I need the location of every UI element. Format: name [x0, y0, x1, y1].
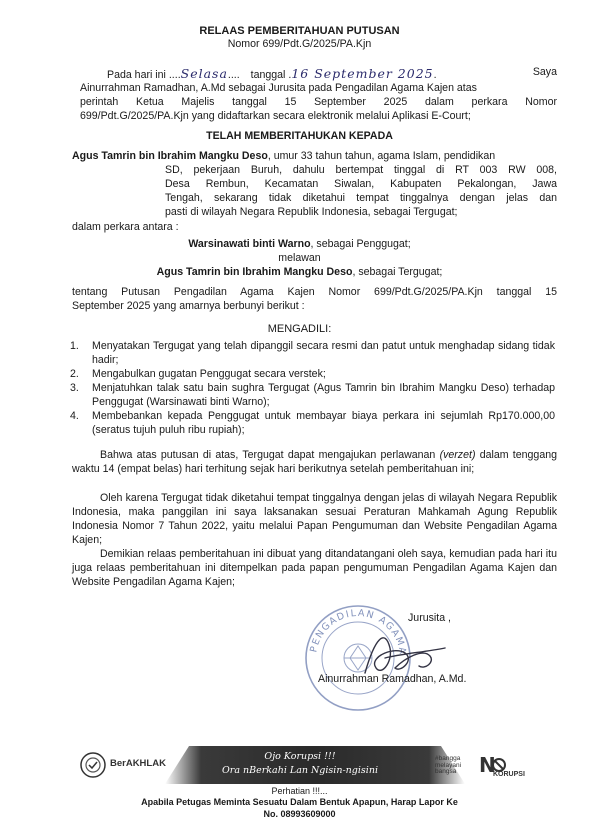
verzet-italic: (verzet)	[439, 449, 476, 461]
plaintiff-line	[0, 238, 599, 252]
berakhlak-label: BerAKHLAK	[110, 758, 166, 769]
verdict-item	[70, 340, 555, 368]
verzet-text-a: Bahwa atas putusan di atas, Tergugat dapat mengajukan perlawanan	[100, 449, 440, 461]
opening-line-2: Ainurrahman Ramadhan, A.Md sebagai Jurusita pada Pengadilan Agama Kajen atas	[80, 82, 477, 94]
verdict-item	[70, 381, 555, 410]
opening-text-c: Saya	[532, 66, 557, 78]
verdict-list	[70, 340, 555, 438]
party-line-1-rest: , umur 33 tahun tahun, agama Islam, pendidikan	[267, 150, 496, 162]
report-instruction: Apabila Petugas Meminta Sesuatu Dalam Bentuk Apapun, Harap Lapor Ke	[141, 797, 458, 807]
defendant-name: Agus Tamrin bin Ibrahim Mangku Deso	[156, 266, 353, 278]
plaintiff-name: Warsinawati binti Warno	[188, 238, 311, 250]
verzet-text-b: dalam tenggang waktu 14 (empat belas) hari terhitung sejak hari berikutnya setelah pemberitahuan ini;	[72, 449, 557, 475]
signatory-name: Ainurrahman Ramadhan, A.Md.	[318, 673, 467, 685]
opening-text-a: Pada hari ini	[107, 69, 166, 81]
signature-role: Jurusita ,	[408, 612, 451, 624]
versus-line: melawan	[278, 252, 321, 264]
party-line-1	[72, 150, 557, 164]
party-line-3: Desa Rembun, Kecamatan Siwalan, Kabupaten Pekalongan, Jawa	[165, 178, 557, 190]
verdict-item-text: Menyatakan Tergugat yang telah dipanggil secara resmi dan patut untuk menghadap sidang tidak hadir;	[92, 340, 555, 366]
paragraph-closing: Demikian relaas pemberitahuan ini dibuat yang ditandatangani oleh saya, kemudian pada hari itu juga relaas pemberitahuan ini ditempelkan pada papan pengumuman Pengadilan Agama Kajen dan Website Pengadilan Agama Kajen;	[72, 548, 557, 588]
defendant-role: , sebagai Tergugat;	[352, 266, 443, 278]
anti-corruption-logo	[435, 750, 525, 782]
band-line-2: Ora nBerkahi Lan Ngisin-ngisini	[222, 765, 378, 776]
svg-text:N: N	[479, 753, 496, 777]
about-line-1: tentang Putusan Pengadilan Agama Kajen Nomor 699/Pdt.G/2025/PA.Kjn tanggal 15	[72, 286, 557, 298]
case-intro: dalam perkara antara :	[72, 221, 179, 233]
defendant-line	[0, 266, 599, 280]
opening-text-b: tanggal	[250, 69, 286, 81]
verdict-item-number: 1.	[70, 340, 79, 352]
verdict-item-number: 4.	[70, 409, 79, 422]
plaintiff-role: , sebagai Penggugat;	[310, 238, 411, 250]
verdict-item-text: Membebankan kepada Penggugat untuk membayar biaya perkara ini sejumlah Rp170.000,00 (seratus tujuh puluh ribu rupiah);	[92, 409, 555, 436]
document-number: Nomor 699/Pdt.G/2025/PA.Kjn	[227, 38, 372, 50]
document-title: RELAAS PEMBERITAHUAN PUTUSAN	[199, 25, 400, 37]
paragraph-summons: Oleh karena Tergugat tidak diketahui tempat tinggalnya dengan jelas di wilayah Negara Republik Indonesia, maka panggilan ini saya laksanakan sesuai Peraturan Mahkamah Agung Republik Indonesia Nomor 7 Tahun 2022, yaitu melalui Papan Pengumuman dan Website Pengadilan Agama Kajen;	[72, 492, 557, 546]
party-line-2: SD, pekerjaan Buruh, dahulu bertempat tinggal di RT 003 RW 008,	[165, 164, 557, 176]
verdict-item-text: Mengabulkan gugatan Penggugat secara verstek;	[92, 367, 326, 380]
opening-line-4: 699/Pdt.G/2025/PA.Kjn yang didaftarkan secara elektronik melalui Aplikasi E-Court;	[80, 110, 471, 122]
handwritten-day: Selasa	[180, 66, 228, 81]
verdict-item-number: 2.	[70, 367, 79, 380]
party-line-4: Tengah, sekarang tidak diketahui tempat tinggalnya dengan jelas dan	[165, 192, 557, 204]
paragraph-verzet	[72, 449, 557, 477]
party-name: Agus Tamrin bin Ibrahim Mangku Deso	[72, 150, 268, 162]
seal-text: PENGADILAN AGAMA	[308, 607, 409, 656]
verdict-item	[70, 409, 555, 438]
verdict-heading: MENGADILI:	[267, 323, 332, 335]
verdict-item	[70, 367, 555, 382]
opening-line-1: Pada hari ini ....Selasa.... tanggal .16 September 2025. Saya	[107, 66, 557, 81]
attention-note: Perhatian !!!...	[271, 786, 328, 796]
party-line-5: pasti di wilayah Negara Republik Indonesia, sebagai Tergugat;	[165, 206, 458, 218]
verdict-item-number: 3.	[70, 381, 79, 394]
footer-banner	[80, 746, 525, 784]
handwritten-date: 16 September 2025	[291, 66, 434, 81]
notified-heading: TELAH MEMBERITAHUKAN KEPADA	[206, 130, 393, 142]
verdict-item-text: Menjatuhkan talak satu bain sughra Tergugat (Agus Tamrin bin Ibrahim Mangku Deso) terhadap Penggugat (Warsinawati binti Warno);	[92, 381, 555, 408]
report-phone: No. 08993609000	[263, 809, 336, 819]
about-line-2: September 2025 yang amarnya berbunyi berikut :	[72, 300, 305, 312]
korupsi-label: KORUPSI	[493, 771, 525, 778]
bangga-melayani-label: #bangga melayani bangsa	[435, 755, 462, 775]
opening-line-3: perintah Ketua Majelis tanggal 15 September 2025 dalam perkara Nomor	[80, 96, 557, 108]
band-line-1: Ojo Korupsi !!!	[264, 751, 336, 762]
